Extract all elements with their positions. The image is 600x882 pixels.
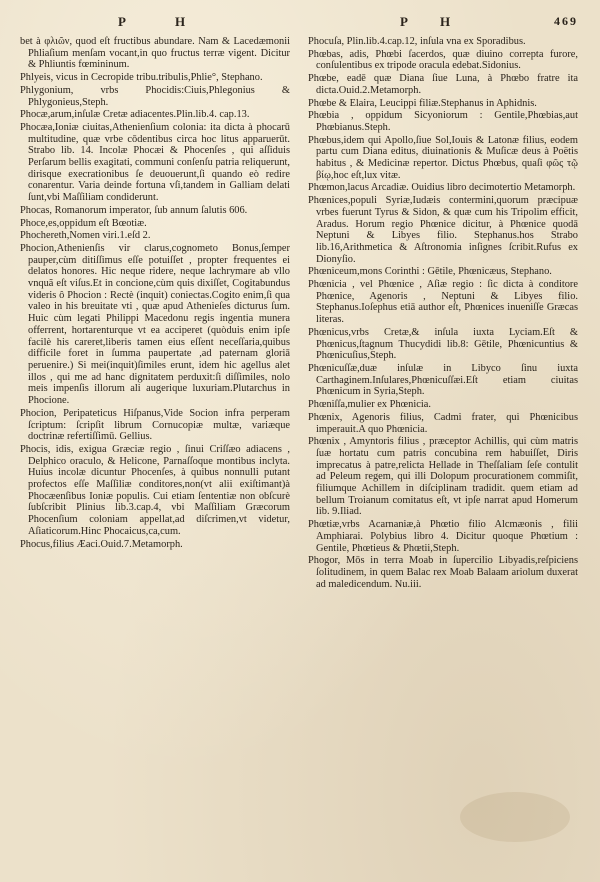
- dictionary-entry: Phœbia , oppidum Sicyoniorum : Gentile,Phœbias,aut Phœbianus.Steph.: [308, 110, 578, 133]
- head-letter-right-h: H: [440, 14, 453, 29]
- dictionary-entry: Phlyeis, vicus in Cecropide tribu.tribulis,Phlie°, Stephano.: [20, 72, 263, 84]
- dictionary-entry: Phogor, Mōs in terra Moab in ſupercilio Libyadis,reſpiciens ſolitudinem, in quem Balac rex Moab Balaam ariolum duxerat ad maledicendum. Nu.iii.: [308, 555, 578, 590]
- dictionary-entry: Phocion,Athenienſis vir clarus,cognometo Bonus,ſemper pauper,cùm ditiſſimus eſſe potuiſſet , propter frequentes ei delatos honores. Hic neque ridere, neque lachrymare ab vllo vnquã eſt viſus.Et in concione,cùm quis dixiſſet, Cogitabundus videris ô Phocion : Rectè (inquit) coniectas.Cogito enim,ſi qua valeo in his breuitate vti , quæ apud Athenieſes dicturus ſum. Huic cùm legati Philippi Macedonu regis ingentia munera offerrent, hortarenturque vt ea acciperet (quòduis enim ipſe facilè his careret,liberis tamen eius eſſent neceſſaria,quibus difficile foret in ſumma paupertate ,ad paternam gloriā peruenire.) Si mei(inquit)ſimiles erunt, idem hic agellus alet illos , qui me ad hanc dignitatem perduxit:ſi diſſimiles, nolo meis impenſis illorum ali augerique luxuriam.Plutarchus in Phocione.: [20, 242, 290, 407]
- dictionary-entry: Phœtiæ,vrbs Acarnaniæ,à Phœtio filio Alcmæonis , filii Amphiarai. Polybius libro 4. Dicitur quoque Phœtium : Gentile, Phœtieus & Phœtii,Steph.: [308, 519, 578, 554]
- dictionary-entry: Phœbus,idem qui Apollo,ſiue Sol,Iouis & Latonæ filius, eodem partu cum Diana editus, diuinationis & Muſicæ deus à Poëtis habitus , & Medicinæ repertor. Dictus Phœbus, quaſi φῶς τῷ βίῳ,hoc eſt,lux vitæ.: [308, 134, 578, 181]
- right-column: [308, 36, 578, 591]
- left-column: [20, 36, 290, 591]
- dictionary-entry: Phœbas, adis, Phœbi ſacerdos, quæ diuino correpta furore, conſulentibus ex tripode oracula edebat.Sidonius.: [308, 48, 578, 72]
- dictionary-entry: Phœnices,populi Syriæ,Iudæis contermini,quorum præcipuæ vrbes fuerunt Tyrus & Sidon, & quæ cum his Tripolim efficit, Aradus. Horum regio Phœnice dicitur, à Phœnice quodā Neptuni & Libyes filio. Stephanus.hos Strabo lib.16,Arithmetica & Aſtronomia inſignes ſcribit.Rufus ex Dionyſio.: [308, 195, 578, 265]
- dictionary-entry: Phœniſſa,mulier ex Phœnicia.: [308, 399, 431, 411]
- head-letter-left-h: H: [175, 14, 188, 29]
- paper-stain: [460, 792, 570, 842]
- running-head: [20, 14, 578, 34]
- dictionary-entry: Phocæa,Ioniæ ciuitas,Athenienſium colonia: ita dicta à phocarū multitudine, quæ vrbe cōdentibus circa hoc litus apparuerūt. Strabo lib. 14. Incolæ Phocæi & Phocenſes , qui aſſiduis Perſarum bellis exagitati, communi conſenſu patria reliquerunt, dirisque execrationibus ſe deuouerunt,ſi quando eò redire conarentur. Varia deinde fortuna vſi,tandem in Galliam delati ſunt,vbi Maſſiliam condiderunt.: [20, 121, 290, 204]
- dictionary-entry: Phœnicia , vel Phœnice , Aſiæ regio : ſic dicta à conditore Phœnice, Agenoris , Neptuni & Libyes filio. Stephanus.Ioſephus etiā author eſt, Phœnices inueniſſe Græcas literas.: [308, 279, 578, 326]
- dictionary-entry: Phlygonium, vrbs Phocidis:Ciuis,Phlegonius & Phlygonieus,Steph.: [20, 84, 290, 108]
- dictionary-entry: Phocis, idis, exigua Græciæ regio , ſinui Criſſæo adiacens , Delphico oraculo, & Helicone, Parnaſſoque montibus inclyta. Huius incolæ dicuntur Phocenſes, à quibus nonnulli putant profectos eſſe Maſſiliæ conditores,non(vt alii exiſtimant)à Phocæenſibus Ioniæ populis. Cui etiam ſententiæ non obſcurè ſubſcribit Plinius lib.3.cap.4, vbi Maſſiliam Græcorum Phocenſium coloniam appellat,ad diſcrimen,vt videtur, Aſiaticorum.Hinc Phocaicus,ca,cum.: [20, 443, 290, 537]
- dictionary-entry: Phœnix, Agenoris filius, Cadmi frater, qui Phœnicibus imperauit.A quo Phœnicia.: [308, 411, 578, 435]
- dictionary-entry: Phœnicus,vrbs Cretæ,& inſula iuxta Lyciam.Eſt & Phœnicus,ſtagnum Thucydidi lib.8: Gētile, Phœnicuntius & Phœnicuſius,Steph.: [308, 326, 578, 362]
- page-number: 469: [554, 14, 578, 28]
- dictionary-entry: Phœniceum,mons Corinthi : Gētile, Phœnicæus, Stephano.: [308, 266, 552, 278]
- dictionary-entry: bet à φλιῶν, quod eſt fructibus abundare. Nam & Lacedæmonii Phliaſium menſam vocant,in quo fructus terræ vigent. Dicitur & Phliuntis fœmininum.: [20, 36, 290, 71]
- head-letter-left-p: P: [118, 14, 128, 29]
- dictionary-entry: Phocæ,arum,inſulæ Cretæ adiacentes.Plin.lib.4. cap.13.: [20, 109, 250, 121]
- dictionary-entry: Phœnix , Amyntoris filius , præceptor Achillis, qui cùm matris ſuæ hortatu cum patris concubina rem habuiſſet, Diris imprecatus à patre,relicta Hellade in Theſſaliam ſeſe contulit ad Peleum regem, qui illi Dolopum procurationem commiſit, filiumque Achillem in diſciplinam tradidit. quem etiam ad bellum Troianum comitatus eſt, vt ipſe narrat apud Homerum lib. 9.Iliad.: [308, 436, 578, 518]
- dictionary-entry: Phœnicuſſæ,duæ inſulæ in Libyco ſinu iuxta Carthaginem.Inſulares,Phœnicuſſæi.Eſt etiam ciuitas Phœnicum in Syria,Steph.: [308, 362, 578, 398]
- text-columns: [20, 36, 578, 591]
- dictionary-entry: Phœbe, eadē quæ Diana ſiue Luna, à Phœbo fratre ita dicta.Ouid.2.Metamorph.: [308, 73, 578, 96]
- dictionary-entry: Phœbe & Elaira, Leucippi filiæ.Stephanus in Aphidnis.: [308, 97, 537, 109]
- dictionary-entry: Phœmon,lacus Arcadiæ. Ouidius libro decimotertio Metamorph.: [308, 182, 576, 194]
- dictionary-entry: Phocus,filius Æaci.Ouid.7.Metamorph.: [20, 538, 183, 550]
- dictionary-entry: Phocuſa, Plin.lib.4.cap.12, inſula vna ex Sporadibus.: [308, 36, 526, 47]
- dictionary-entry: Phochereth,Nomen viri.1.eſd 2.: [20, 230, 151, 242]
- dictionary-entry: Phoce,es,oppidum eſt Bœotiæ.: [20, 217, 147, 229]
- dictionary-entry: Phocas, Romanorum imperator, ſub annum ſalutis 606.: [20, 204, 248, 216]
- head-letter-right-p: P: [400, 14, 410, 29]
- dictionary-entry: Phocion, Peripateticus Hiſpanus,Vide Socion infra perperam ſcriptum: ſcripſit librum Cornucopiæ multæ, variæque doctrinæ refertiſſimū. Gellius.: [20, 407, 290, 443]
